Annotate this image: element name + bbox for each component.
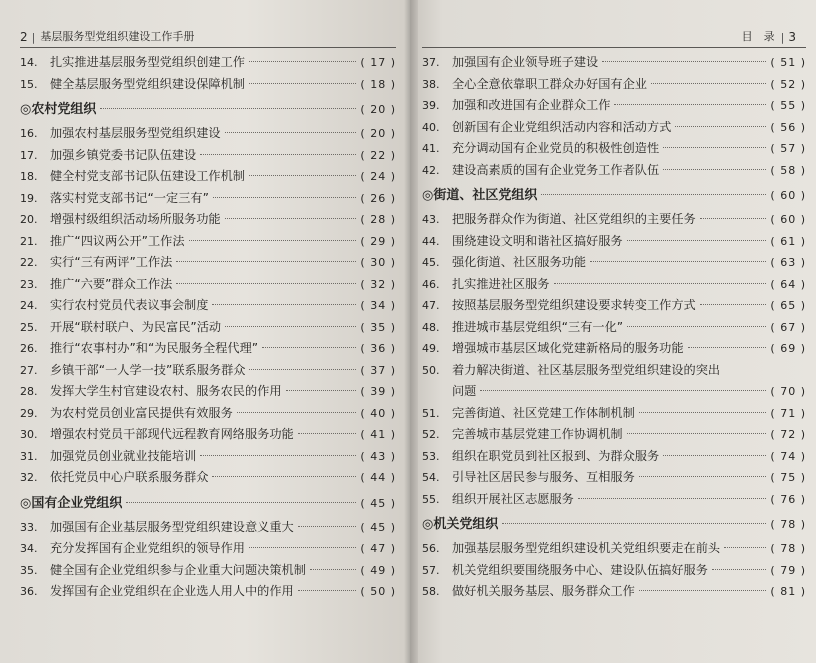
toc-entry xyxy=(20,467,396,489)
toc-entry-number: 20. xyxy=(20,213,38,226)
toc-entry xyxy=(422,160,806,182)
toc-entry-title: 推进城市基层党组织“三有一化” xyxy=(452,319,624,334)
toc-entry xyxy=(422,581,806,603)
dot-leader xyxy=(262,347,356,348)
toc-entry xyxy=(422,95,806,117)
left-running-head xyxy=(20,22,396,48)
toc-entry xyxy=(20,231,396,253)
toc-page-ref: ( 63 ) xyxy=(770,256,806,269)
toc-entry-number: 25. xyxy=(20,320,38,334)
dot-leader xyxy=(627,240,767,241)
toc-page-ref: ( 35 ) xyxy=(360,320,396,334)
toc-entry-number: 58. xyxy=(422,585,440,598)
toc-entry-title: 引导社区居民参与服务、互相服务 xyxy=(452,470,635,484)
toc-entry-number: 48. xyxy=(422,320,440,334)
dot-leader xyxy=(541,194,766,195)
toc-page-ref: ( 56 ) xyxy=(770,120,806,134)
toc-entry-number: 40. xyxy=(422,120,440,134)
divider: | xyxy=(780,31,785,44)
toc-entry-number: 45. xyxy=(422,256,440,269)
toc-entry-number: 54. xyxy=(422,471,440,484)
toc-entry-number: 28. xyxy=(20,385,38,398)
toc-entry-number: 31. xyxy=(20,449,38,463)
toc-entry xyxy=(422,274,806,296)
toc-entry-title: 把服务群众作为街道、社区党组织的主要任务 xyxy=(452,212,696,226)
toc-page-ref: ( 79 ) xyxy=(770,563,806,577)
dot-leader xyxy=(712,569,766,570)
toc-page-ref: ( 75 ) xyxy=(770,471,806,484)
toc-entry-number: 29. xyxy=(20,406,38,420)
toc-page-ref: ( 17 ) xyxy=(360,56,396,69)
toc-page-ref: ( 71 ) xyxy=(770,406,806,420)
toc-entry-title: 充分调动国有企业党员的积极性创造性 xyxy=(452,141,660,155)
toc-entry xyxy=(422,117,806,139)
toc-page-ref: ( 70 ) xyxy=(770,385,806,398)
toc-entry-title: 实行“三有两评”工作法 xyxy=(50,255,173,269)
running-title: 基层服务型党组织建设工作手册 xyxy=(40,30,195,43)
toc-entry-number: 26. xyxy=(20,342,38,355)
toc-page-ref: ( 39 ) xyxy=(360,385,396,398)
toc-entry-title: 落实村党支部书记“一定三有” xyxy=(50,190,209,205)
toc-entry-title: 扎实推进社区服务 xyxy=(452,276,550,291)
toc-entry-title: 健全国有企业党组织参与企业重大问题决策机制 xyxy=(50,562,306,577)
toc-entry-title: 扎实推进基层服务型党组织创建工作 xyxy=(50,55,245,69)
toc-entry xyxy=(20,166,396,188)
toc-entry-number: 34. xyxy=(20,542,38,555)
toc-entry-title: 加强和改进国有企业群众工作 xyxy=(452,98,611,112)
book-gutter xyxy=(404,0,418,663)
toc-page-ref: ( 24 ) xyxy=(360,170,396,183)
dot-leader xyxy=(225,132,357,133)
toc-entry-number: 16. xyxy=(20,127,38,140)
toc-entry xyxy=(422,295,806,317)
toc-page-ref: ( 60 ) xyxy=(770,189,806,202)
toc-entry xyxy=(20,517,396,539)
section-title: ◎国有企业党组织 xyxy=(20,495,123,511)
dot-leader xyxy=(176,261,356,262)
toc-entry-number: 44. xyxy=(422,234,440,248)
toc-entry xyxy=(422,138,806,160)
toc-entry-number: 37. xyxy=(422,56,440,69)
toc-entry-number: 18. xyxy=(20,170,38,183)
toc-entry-number: 15. xyxy=(20,77,38,91)
toc-entry-number: 57. xyxy=(422,563,440,577)
toc-entry xyxy=(20,381,396,403)
toc-page-ref: ( 41 ) xyxy=(360,428,396,441)
toc-page-ref: ( 57 ) xyxy=(770,142,806,155)
toc-page-ref: ( 18 ) xyxy=(360,77,396,91)
toc-entry xyxy=(422,360,806,382)
toc-entry xyxy=(20,145,396,167)
dot-leader xyxy=(663,455,766,456)
toc-entry-number: 52. xyxy=(422,428,440,441)
dot-leader xyxy=(189,240,357,241)
toc-section-heading xyxy=(422,183,806,209)
dot-leader xyxy=(639,590,767,591)
toc-entry-number: 49. xyxy=(422,342,440,355)
toc-page-ref: ( 43 ) xyxy=(360,449,396,463)
section-title: ◎机关党组织 xyxy=(422,517,499,532)
toc-page-ref: ( 40 ) xyxy=(360,406,396,420)
toc-page-ref: ( 72 ) xyxy=(770,428,806,441)
dot-leader xyxy=(578,498,767,499)
toc-entry xyxy=(20,74,396,96)
toc-page-ref: ( 67 ) xyxy=(770,320,806,334)
dot-leader xyxy=(310,569,356,570)
toc-entry xyxy=(20,317,396,339)
toc-entry xyxy=(20,52,396,74)
toc-entry-title: 依托党员中心户联系服务群众 xyxy=(50,470,209,484)
dot-leader xyxy=(675,126,766,127)
dot-leader xyxy=(639,412,767,413)
toc-entry xyxy=(422,252,806,274)
right-toc-list xyxy=(422,52,806,603)
toc-entry-number: 41. xyxy=(422,142,440,155)
toc-entry-title: 实行农村党员代表议事会制度 xyxy=(50,298,209,312)
toc-entry-title: 推行“农事村办”和“为民服务全程代理” xyxy=(50,341,259,355)
toc-entry xyxy=(20,424,396,446)
toc-entry-number: 32. xyxy=(20,471,38,484)
dot-leader xyxy=(724,547,766,548)
toc-entry-number: 30. xyxy=(20,428,38,441)
dot-leader xyxy=(688,347,767,348)
dot-leader xyxy=(100,108,356,109)
section-title: ◎农村党组织 xyxy=(20,102,97,117)
toc-section-heading xyxy=(20,97,396,123)
toc-entry xyxy=(20,360,396,382)
toc-entry xyxy=(20,188,396,210)
toc-page-ref: ( 36 ) xyxy=(360,342,396,355)
toc-page-ref: ( 20 ) xyxy=(360,103,396,116)
toc-entry xyxy=(20,252,396,274)
dot-leader xyxy=(237,412,357,413)
toc-entry-number: 50. xyxy=(422,363,440,377)
toc-entry-number: 47. xyxy=(422,299,440,312)
section-label: 目 录 xyxy=(741,30,775,43)
toc-entry-title: 加强基层服务型党组织建设机关党组织要走在前头 xyxy=(452,541,721,555)
toc-entry-number: 33. xyxy=(20,520,38,534)
toc-entry-title: 加强农村基层服务型党组织建设 xyxy=(50,126,221,140)
toc-entry-title: 健全村党支部书记队伍建设工作机制 xyxy=(50,169,245,183)
toc-page-ref: ( 45 ) xyxy=(360,520,396,534)
right-page xyxy=(410,0,816,663)
toc-entry-number: 53. xyxy=(422,449,440,463)
toc-entry-title: 发挥国有企业党组织在企业选人用人中的作用 xyxy=(50,584,294,598)
dot-leader xyxy=(249,175,356,176)
toc-page-ref: ( 64 ) xyxy=(770,277,806,291)
toc-entry xyxy=(20,338,396,360)
toc-entry-title: 着力解决街道、社区基层服务型党组织建设的突出 xyxy=(452,362,721,377)
dot-leader xyxy=(176,283,356,284)
dot-leader xyxy=(249,369,356,370)
toc-page-ref: ( 45 ) xyxy=(360,496,396,510)
toc-entry xyxy=(20,538,396,560)
toc-page-ref: ( 26 ) xyxy=(360,191,396,205)
dot-leader xyxy=(249,547,356,548)
toc-entry-number: 14. xyxy=(20,56,38,69)
dot-leader xyxy=(614,104,766,105)
toc-page-ref: ( 20 ) xyxy=(360,127,396,140)
toc-entry-number: 19. xyxy=(20,191,38,205)
dot-leader xyxy=(126,502,356,503)
right-page-number: 3 xyxy=(788,30,796,44)
toc-entry-title: 增强农村党员干部现代远程教育网络服务功能 xyxy=(50,427,294,441)
dot-leader xyxy=(212,476,356,477)
toc-entry-title: 为农村党员创业富民提供有效服务 xyxy=(50,405,233,420)
toc-entry-number: 24. xyxy=(20,299,38,312)
toc-page-ref: ( 50 ) xyxy=(360,585,396,598)
toc-page-ref: ( 65 ) xyxy=(770,299,806,312)
toc-entry-number: 42. xyxy=(422,163,440,177)
dot-leader xyxy=(627,433,767,434)
dot-leader xyxy=(651,83,766,84)
dot-leader xyxy=(200,455,356,456)
toc-entry xyxy=(422,52,806,74)
section-title: ◎街道、社区党组织 xyxy=(422,188,538,203)
toc-page-ref: ( 55 ) xyxy=(770,99,806,112)
toc-entry xyxy=(422,338,806,360)
toc-page-ref: ( 37 ) xyxy=(360,363,396,377)
toc-entry-title: 推广“六要”群众工作法 xyxy=(50,276,173,291)
dot-leader xyxy=(602,61,766,62)
toc-entry-title: 增强城市基层区域化党建新格局的服务功能 xyxy=(452,341,684,355)
toc-entry xyxy=(20,560,396,582)
toc-page-ref: ( 60 ) xyxy=(770,213,806,226)
dot-leader xyxy=(286,390,357,391)
toc-entry-title: 按照基层服务型党组织建设要求转变工作方式 xyxy=(452,298,696,312)
toc-page-ref: ( 32 ) xyxy=(360,277,396,291)
toc-entry xyxy=(422,489,806,511)
toc-page-ref: ( 49 ) xyxy=(360,563,396,577)
dot-leader xyxy=(480,390,766,391)
toc-page-ref: ( 76 ) xyxy=(770,492,806,506)
toc-entry-title: 发挥大学生村官建设农村、服务农民的作用 xyxy=(50,384,282,398)
toc-entry-number: 35. xyxy=(20,563,38,577)
toc-page-ref: ( 28 ) xyxy=(360,213,396,226)
toc-entry xyxy=(20,274,396,296)
toc-entry-number: 46. xyxy=(422,277,440,291)
toc-entry xyxy=(20,295,396,317)
toc-entry xyxy=(422,467,806,489)
toc-page-ref: ( 61 ) xyxy=(770,234,806,248)
left-page-number: 2 xyxy=(20,30,28,44)
toc-entry-title: 增强村级组织活动场所服务功能 xyxy=(50,212,221,226)
toc-entry xyxy=(422,231,806,253)
toc-entry-number: 43. xyxy=(422,213,440,226)
dot-leader xyxy=(249,83,356,84)
dot-leader xyxy=(700,218,767,219)
dot-leader xyxy=(298,590,357,591)
dot-leader xyxy=(213,197,357,198)
toc-entry-title: 推广“四议两公开”工作法 xyxy=(50,233,185,248)
toc-entry-title: 完善城市基层党建工作协调机制 xyxy=(452,427,623,441)
toc-entry-number: 17. xyxy=(20,148,38,162)
toc-page-ref: ( 78 ) xyxy=(770,542,806,555)
toc-entry-number: 38. xyxy=(422,77,440,91)
dot-leader xyxy=(249,61,356,62)
toc-section-heading xyxy=(20,491,396,517)
toc-page-ref: ( 69 ) xyxy=(770,342,806,355)
toc-entry-title: 机关党组织要围绕服务中心、建设队伍搞好服务 xyxy=(452,562,708,577)
toc-entry-title: 强化街道、社区服务功能 xyxy=(452,255,587,269)
left-toc-list xyxy=(20,52,396,603)
dot-leader xyxy=(590,261,766,262)
toc-entry-number: 39. xyxy=(422,99,440,112)
toc-entry-title: 完善街道、社区党建工作体制机制 xyxy=(452,405,635,420)
toc-entry xyxy=(20,209,396,231)
toc-entry xyxy=(422,538,806,560)
toc-entry-title: 组织在职党员到社区报到、为群众服务 xyxy=(452,448,660,463)
toc-entry-title: 乡镇干部“一人学一技”联系服务群众 xyxy=(50,362,246,377)
toc-entry-title: 加强国有企业领导班子建设 xyxy=(452,55,599,69)
toc-entry-number: 56. xyxy=(422,542,440,555)
toc-entry xyxy=(422,424,806,446)
toc-entry-title: 围绕建设文明和谐社区搞好服务 xyxy=(452,233,623,248)
toc-page-ref: ( 52 ) xyxy=(770,77,806,91)
toc-page-ref: ( 34 ) xyxy=(360,299,396,312)
toc-entry-title: 全心全意依靠职工群众办好国有企业 xyxy=(452,76,647,91)
toc-page-ref: ( 51 ) xyxy=(770,56,806,69)
toc-entry xyxy=(422,317,806,339)
dot-leader xyxy=(627,326,766,327)
toc-entry-number: 36. xyxy=(20,585,38,598)
dot-leader xyxy=(298,433,357,434)
toc-page-ref: ( 74 ) xyxy=(770,449,806,463)
toc-entry xyxy=(20,403,396,425)
toc-entry-title: 创新国有企业党组织活动内容和活动方式 xyxy=(452,119,672,134)
toc-entry xyxy=(422,209,806,231)
divider: | xyxy=(31,31,36,44)
toc-entry-number: 21. xyxy=(20,234,38,248)
toc-entry xyxy=(422,560,806,582)
toc-page-ref: ( 29 ) xyxy=(360,234,396,248)
dot-leader xyxy=(200,154,356,155)
toc-entry-number: 27. xyxy=(20,363,38,377)
dot-leader xyxy=(225,326,356,327)
toc-entry-number: 55. xyxy=(422,492,440,506)
dot-leader xyxy=(298,526,357,527)
toc-entry xyxy=(422,446,806,468)
toc-entry-title: 加强乡镇党委书记队伍建设 xyxy=(50,147,197,162)
toc-entry-number: 23. xyxy=(20,277,38,291)
toc-page-ref: ( 78 ) xyxy=(770,518,806,531)
toc-entry-title: 做好机关服务基层、服务群众工作 xyxy=(452,584,635,598)
toc-entry-title: 加强党员创业就业技能培训 xyxy=(50,448,197,463)
right-running-head xyxy=(422,22,806,48)
toc-page-ref: ( 47 ) xyxy=(360,542,396,555)
toc-entry-title: 充分发挥国有企业党组织的领导作用 xyxy=(50,541,245,555)
toc-entry-title: 问题 xyxy=(452,384,477,398)
toc-page-ref: ( 58 ) xyxy=(770,163,806,177)
toc-entry-title: 建设高素质的国有企业党务工作者队伍 xyxy=(452,162,660,177)
toc-section-heading xyxy=(422,512,806,538)
toc-entry xyxy=(422,403,806,425)
dot-leader xyxy=(663,147,766,148)
dot-leader xyxy=(554,283,767,284)
toc-page-ref: ( 44 ) xyxy=(360,471,396,484)
toc-entry xyxy=(422,74,806,96)
toc-entry-title: 组织开展社区志愿服务 xyxy=(452,491,574,506)
toc-entry-title: 开展“联村联户、为民富民”活动 xyxy=(50,319,222,334)
dot-leader xyxy=(225,218,357,219)
dot-leader xyxy=(639,476,767,477)
toc-entry-title: 加强国有企业基层服务型党组织建设意义重大 xyxy=(50,519,294,534)
toc-entry xyxy=(20,581,396,603)
toc-entry-title: 健全基层服务型党组织建设保障机制 xyxy=(50,76,245,91)
dot-leader xyxy=(663,169,766,170)
dot-leader xyxy=(700,304,767,305)
toc-entry-number: 51. xyxy=(422,406,440,420)
dot-leader xyxy=(212,304,356,305)
toc-entry xyxy=(422,381,806,403)
toc-page-ref: ( 81 ) xyxy=(770,585,806,598)
toc-entry xyxy=(20,123,396,145)
toc-entry-number: 22. xyxy=(20,256,38,269)
toc-page-ref: ( 22 ) xyxy=(360,148,396,162)
toc-entry xyxy=(20,446,396,468)
dot-leader xyxy=(502,523,766,524)
toc-page-ref: ( 30 ) xyxy=(360,256,396,269)
